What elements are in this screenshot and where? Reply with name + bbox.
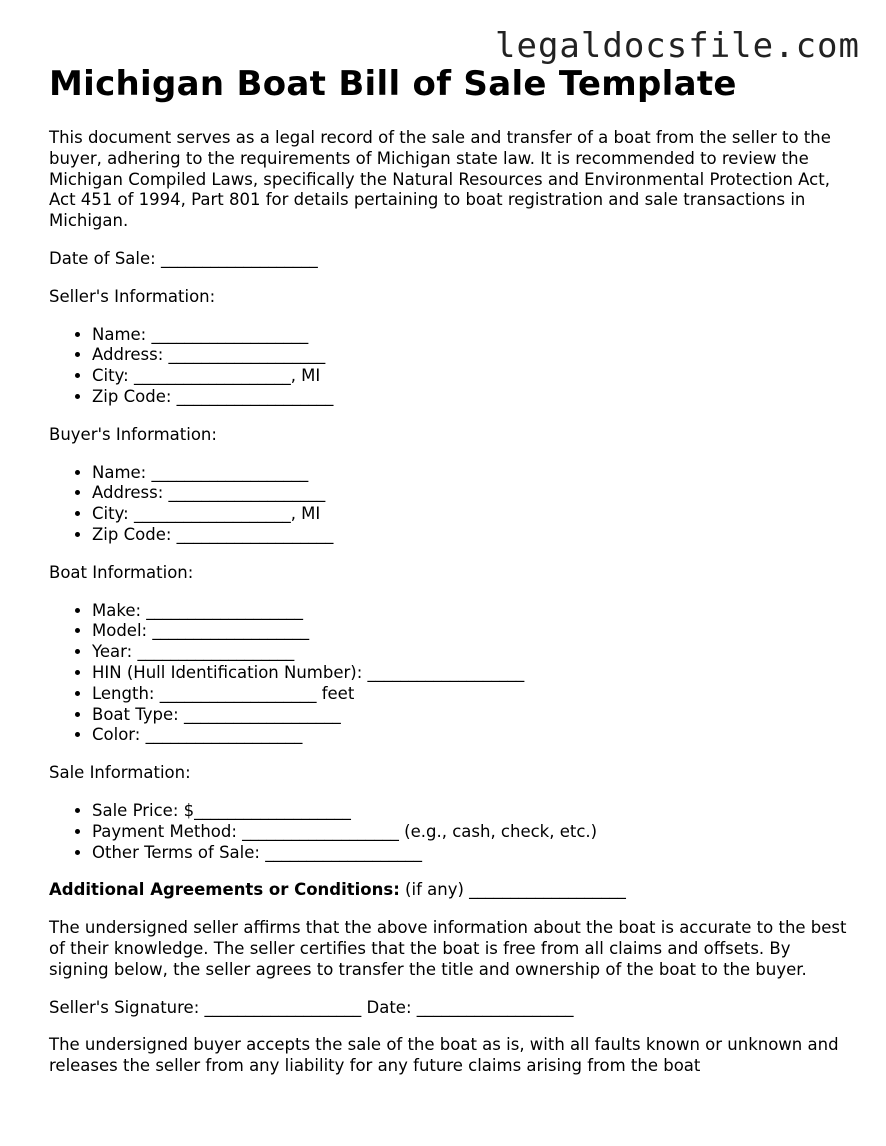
seller-name-field: • Name: ___________________ xyxy=(92,325,849,346)
seller-signature-line: Seller's Signature: ___________________ Date: ___________________ xyxy=(49,997,574,1017)
boat-heading: Boat Information: xyxy=(49,562,194,582)
buyer-heading: Buyer's Information: xyxy=(49,424,217,444)
date-of-sale-field: Date of Sale: ___________________ xyxy=(49,248,318,268)
sale-list xyxy=(49,801,849,863)
document-page xyxy=(49,62,849,1077)
seller-zip-field: • Zip Code: ___________________ xyxy=(92,387,849,408)
payment-method-field: • Payment Method: ___________________ (e.g., cash, check, etc.) xyxy=(92,822,849,843)
boat-type-field: • Boat Type: ___________________ xyxy=(92,705,849,726)
sale-price-field: • Sale Price: $___________________ xyxy=(92,801,849,822)
buyer-acceptance-paragraph: The undersigned buyer accepts the sale of the boat as is, with all faults known or unknown and releases the seller from any liability for any future claims arising from the boat xyxy=(49,1035,839,1076)
boat-make-field: • Make: ___________________ xyxy=(92,601,849,622)
boat-list xyxy=(49,601,849,747)
seller-city-field: • City: ___________________, MI xyxy=(92,366,849,387)
boat-hin-field: • HIN (Hull Identification Number): ___________________ xyxy=(92,663,849,684)
additional-agreements-field xyxy=(49,880,849,901)
buyer-address-field: • Address: ___________________ xyxy=(92,483,849,504)
other-terms-field: • Other Terms of Sale: ___________________ xyxy=(92,843,849,864)
additional-agreements-label: Additional Agreements or Conditions: xyxy=(49,880,400,900)
watermark-logo: legaldocsfile.com xyxy=(495,26,860,66)
boat-length-field: • Length: ___________________ feet xyxy=(92,684,849,705)
seller-affirmation-paragraph: The undersigned seller affirms that the above information about the boat is accurate to the best of their knowledge. The seller certifies that the boat is free from all claims and offsets. By signing below, the seller agrees to transfer the title and ownership of the boat to the buyer. xyxy=(49,918,847,979)
boat-model-field: • Model: ___________________ xyxy=(92,621,849,642)
additional-agreements-blank: (if any) ___________________ xyxy=(399,880,626,900)
intro-paragraph: This document serves as a legal record of the sale and transfer of a boat from the seller to the buyer, adhering to the requirements of Michigan state law. It is recommended to review the Michigan Compiled Laws, specifically the Natural Resources and Environmental Protection Act, Act 451 of 1994, Part 801 for details pertaining to boat registration and sale transactions in Michigan. xyxy=(49,128,831,231)
buyer-city-field: • City: ___________________, MI xyxy=(92,504,849,525)
buyer-zip-field: • Zip Code: ___________________ xyxy=(92,525,849,546)
seller-address-field: • Address: ___________________ xyxy=(92,345,849,366)
buyer-list xyxy=(49,463,849,546)
page-title: Michigan Boat Bill of Sale Template xyxy=(49,64,737,104)
boat-year-field: • Year: ___________________ xyxy=(92,642,849,663)
seller-list xyxy=(49,325,849,408)
boat-color-field: • Color: ___________________ xyxy=(92,725,849,746)
sale-heading: Sale Information: xyxy=(49,763,191,783)
buyer-name-field: • Name: ___________________ xyxy=(92,463,849,484)
seller-heading: Seller's Information: xyxy=(49,286,216,306)
